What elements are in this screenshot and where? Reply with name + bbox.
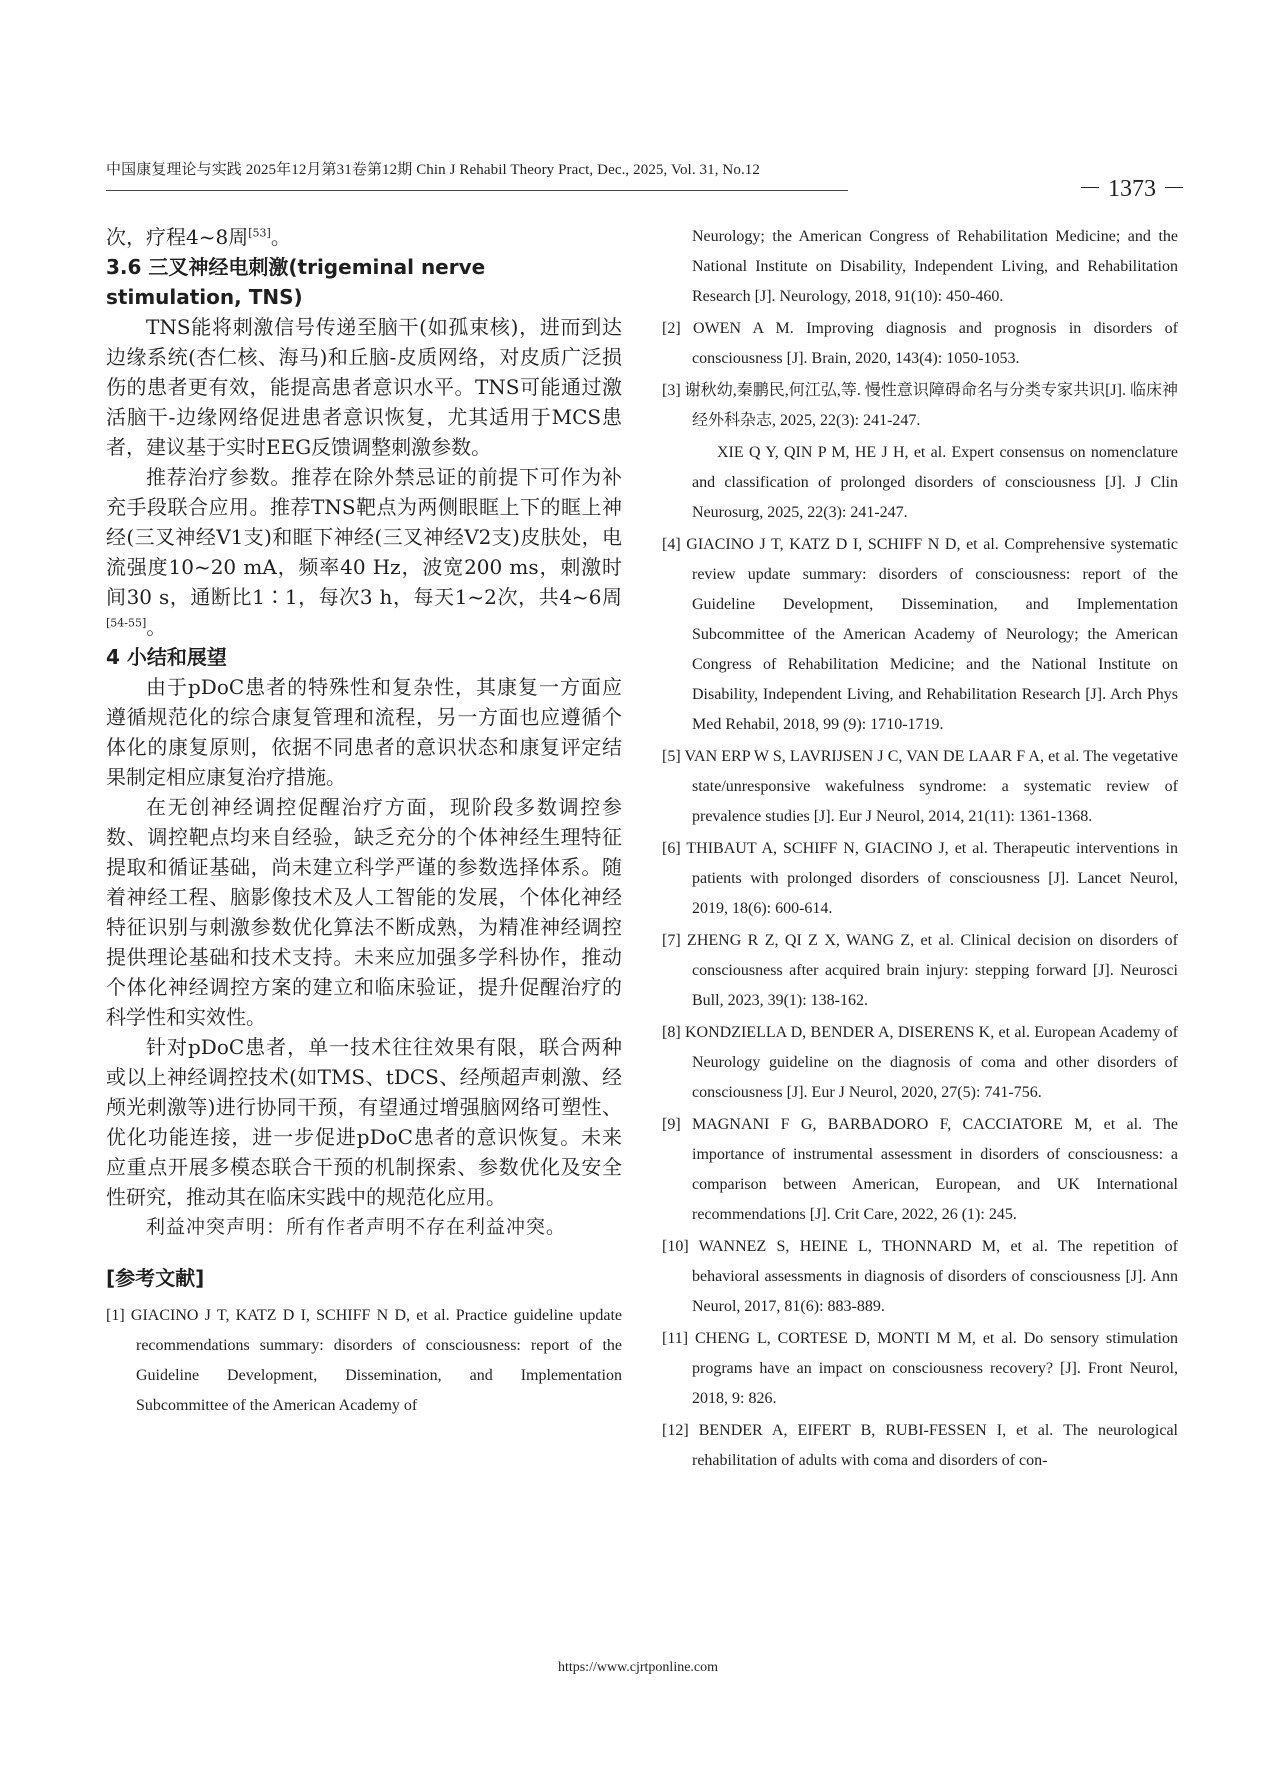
- reference-item: [2] OWEN A M. Improving diagnosis and prognosis in disorders of consciousness [J]. Brain, 2020, 143(4): 1050-1053.: [662, 320, 1178, 367]
- reference-item: [9] MAGNANI F G, BARBADORO F, CACCIATORE M, et al. The importance of instrumental assessment in disorders of consciousness: a comparison between American, European, and UK International recommendations [J]. Crit Care, 2022, 26 (1): 245.: [662, 1116, 1178, 1223]
- reference-item: [5] VAN ERP W S, LAVRIJSEN J C, VAN DE LAAR F A, et al. The vegetative state/unresponsive wakefulness syndrome: a systematic review of prevalence studies [J]. Eur J Neurol, 2014, 21(11): 1361-1368.: [662, 748, 1178, 825]
- reference-item-continued: Neurology; the American Congress of Rehabilitation Medicine; and the National Institute on Disability, Independent Living, and Rehabilitation Research [J]. Neurology, 2018, 91(10): 450-460.: [692, 228, 1178, 305]
- paragraph-summary-2: 在无创神经调控促醒治疗方面，现阶段多数调控参数、调控靶点均来自经验，缺乏充分的个体神经生理特征提取和循证基础，尚未建立科学严谨的参数选择体系。随着神经工程、脑影像技术及人工智能的发展，个体化神经特征识别与刺激参数优化算法不断成熟，为精准神经调控提供理论基础和技术支持。未来应加强多学科协作，推动个体化神经调控方案的建立和临床验证，提升促醒治疗的科学性和实效性。: [106, 795, 622, 1029]
- page-number: － 1373 －: [1078, 176, 1186, 202]
- reference-item: [1] GIACINO J T, KATZ D I, SCHIFF N D, et al. Practice guideline update recommendations summary: disorders of consciousness: report of the Guideline Development, Dissemination, and Implementation Subcommittee of the American Academy of: [106, 1307, 622, 1414]
- reference-item: [4] GIACINO J T, KATZ D I, SCHIFF N D, et al. Comprehensive systematic review update summary: disorders of consciousness: report of the Guideline Development, Dissemination, and Implementation Subcommittee of the American Academy of Neurology; the American Congress of Rehabilitation Medicine; and the National Institute on Disability, Independent Living, and Rehabilitation Research [J]. Arch Phys Med Rehabil, 2018, 99 (9): 1710-1719.: [662, 536, 1178, 733]
- citation[interactable]: [53]: [248, 226, 271, 240]
- footer-url[interactable]: https://www.cjrtponline.com: [557, 1660, 719, 1675]
- reference-item: [6] THIBAUT A, SCHIFF N, GIACINO J, et al. Therapeutic interventions in patients with prolonged disorders of consciousness [J]. Lancet Neurol, 2019, 18(6): 600-614.: [662, 840, 1178, 917]
- reference-item: [8] KONDZIELLA D, BENDER A, DISERENS K, et al. European Academy of Neurology guideline on the diagnosis of coma and other disorders of consciousness [J]. Eur J Neurol, 2020, 27(5): 741-756.: [662, 1024, 1178, 1101]
- section-heading-4: 4 小结和展望: [106, 645, 227, 669]
- left-column: [106, 222, 622, 1423]
- right-column: [662, 222, 1178, 1478]
- running-header: 中国康复理论与实践 2025年12月第31卷第12期 Chin J Rehabil Theory Pract, Dec., 2025, Vol. 31, No.12: [106, 162, 761, 178]
- reference-item: [12] BENDER A, EIFERT B, RUBI-FESSEN I, et al. The neurological rehabilitation of adults with coma and disorders of con-: [662, 1422, 1178, 1469]
- citation[interactable]: [54-55]: [106, 616, 147, 630]
- reference-item: [7] ZHENG R Z, QI Z X, WANG Z, et al. Clinical decision on disorders of consciousness after acquired brain injury: stepping forward [J]. Neurosci Bull, 2023, 39(1): 138-162.: [662, 932, 1178, 1009]
- references-heading: [参考文献]: [106, 1266, 205, 1290]
- paragraph-continued: 次，疗程4~8周[53]。: [106, 225, 291, 249]
- paragraph-summary-3: 针对pDoC患者，单一技术往往效果有限，联合两种或以上神经调控技术(如TMS、tDCS、经颅超声刺激、经颅光刺激等)进行协同干预，有望通过增强脑网络可塑性、优化功能连接，进一步促进pDoC患者的意识恢复。未来应重点开展多模态联合干预的机制探索、参数优化及安全性研究，推动其在临床实践中的规范化应用。: [106, 1035, 622, 1209]
- reference-item: [3] 谢秋幼,秦鹏民,何江弘,等. 慢性意识障碍命名与分类专家共识[J]. 临床神经外科杂志, 2025, 22(3): 241-247.: [662, 382, 1178, 429]
- paragraph-tns-parameters: 推荐治疗参数。推荐在除外禁忌证的前提下可作为补充手段联合应用。推荐TNS靶点为两侧眼眶上下的眶上神经(三叉神经V1支)和眶下神经(三叉神经V2支)皮肤处，电流强度10~20 mA，频率40 Hz，波宽200 ms，刺激时间30 s，通断比1∶1，每次3 h，每天1~2次，共4~6周[54-55]。: [106, 465, 622, 639]
- section-heading-3-6: 3.6 三叉神经电刺激(trigeminal nerve stimulation, TNS): [106, 255, 486, 309]
- paragraph-tns-mechanism: TNS能将刺激信号传递至脑干(如孤束核)，进而到达边缘系统(杏仁核、海马)和丘脑-皮质网络，对皮质广泛损伤的患者更有效，能提高患者意识水平。TNS可能通过激活脑干-边缘网络促进患者意识恢复，尤其适用于MCS患者，建议基于实时EEG反馈调整刺激参数。: [106, 315, 622, 459]
- reference-item-english-translation: XIE Q Y, QIN P M, HE J H, et al. Expert consensus on nomenclature and classification of prolonged disorders of consciousness [J]. J Clin Neurosurg, 2025, 22(3): 241-247.: [692, 444, 1178, 521]
- conflict-of-interest-statement: 利益冲突声明：所有作者声明不存在利益冲突。: [146, 1216, 567, 1238]
- reference-item: [10] WANNEZ S, HEINE L, THONNARD M, et al. The repetition of behavioral assessments in diagnosis of disorders of consciousness [J]. Ann Neurol, 2017, 81(6): 883-889.: [662, 1238, 1178, 1315]
- reference-item: [11] CHENG L, CORTESE D, MONTI M M, et al. Do sensory stimulation programs have an impact on consciousness recovery? [J]. Front Neurol, 2018, 9: 826.: [662, 1330, 1178, 1407]
- header-rule: [106, 190, 848, 191]
- paragraph-summary-1: 由于pDoC患者的特殊性和复杂性，其康复一方面应遵循规范化的综合康复管理和流程，另一方面也应遵循个体化的康复原则，依据不同患者的意识状态和康复评定结果制定相应康复治疗措施。: [106, 675, 622, 789]
